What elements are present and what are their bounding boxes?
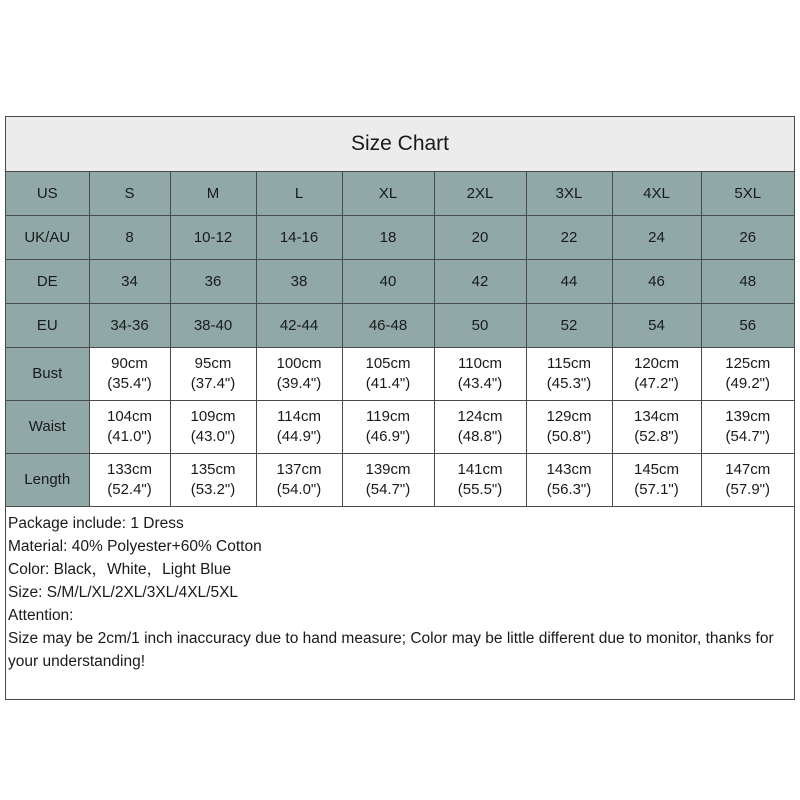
cm-value: 119cm [366,408,410,425]
table-row [6,260,794,304]
table-cell [89,454,170,507]
table-cell [256,454,342,507]
column-header: 4XL [612,172,701,216]
table-cell [526,348,612,401]
inch-value: (55.5") [457,481,503,498]
table-cell [612,401,701,454]
table-cell [612,348,701,401]
table-cell: 46-48 [342,304,434,348]
inch-value: (41.0") [107,428,152,445]
material-note: Material: 40% Polyester+60% Cotton [8,538,262,555]
row-label: Length [6,454,89,507]
table-cell: 46 [612,260,701,304]
table-cell: 18 [342,216,434,260]
table-cell [701,348,794,401]
table-cell: 8 [89,216,170,260]
table-cell [434,348,526,401]
inch-value: (43.4") [457,375,503,392]
table-row [6,216,794,260]
table-cell: 10-12 [170,216,256,260]
column-header: US [6,172,89,216]
cm-value: 125cm [725,355,771,372]
cm-value: 95cm [194,355,232,372]
cm-value: 145cm [633,461,680,478]
cm-value: 124cm [457,408,503,425]
disclaimer-note: Size may be 2cm/1 inch inaccuracy due to hand measure; Color may be little different due to monitor, thanks for your understanding! [8,630,774,670]
inch-value: (52.8") [634,428,679,445]
table-cell [434,454,526,507]
table-cell [342,348,434,401]
cm-value: 100cm [276,355,322,372]
column-header: M [170,172,256,216]
cm-value: 135cm [190,461,236,478]
table-cell [170,401,256,454]
cm-value: 139cm [725,408,771,425]
size-table [6,172,794,507]
inch-value: (54.0") [276,481,322,498]
table-row [6,454,794,507]
table-cell [526,401,612,454]
cm-value: 133cm [106,461,153,478]
row-label: EU [6,304,89,348]
table-cell: 38-40 [170,304,256,348]
table-cell [170,348,256,401]
cm-value: 143cm [546,461,592,478]
cm-value: 114cm [277,408,321,425]
table-cell: 40 [342,260,434,304]
package-note: Package include: 1 Dress [8,515,184,532]
table-cell [342,401,434,454]
inch-value: (54.7") [365,481,411,498]
table-cell: 38 [256,260,342,304]
table-row [6,348,794,401]
column-header: 5XL [701,172,794,216]
table-cell: 24 [612,216,701,260]
inch-value: (54.7") [725,428,770,445]
inch-value: (57.1") [634,481,679,498]
table-cell: 42-44 [256,304,342,348]
row-label: Bust [6,348,89,401]
table-cell [701,454,794,507]
table-cell: 44 [526,260,612,304]
cm-value: 137cm [276,461,322,478]
table-cell [526,454,612,507]
inch-value: (53.2") [190,481,236,498]
inch-value: (43.0") [190,428,236,445]
table-header-row [6,172,794,216]
size-table-body [6,172,794,507]
chart-title: Size Chart [6,117,794,172]
inch-value: (35.4") [107,375,152,392]
table-cell: 22 [526,216,612,260]
table-row [6,401,794,454]
color-note: Color: Black，White，Light Blue [8,561,232,578]
column-header: L [256,172,342,216]
table-cell [256,348,342,401]
column-header: 3XL [526,172,612,216]
inch-value: (50.8") [546,428,592,445]
row-label: Waist [6,401,89,454]
inch-value: (46.9") [365,428,411,445]
inch-value: (48.8") [457,428,503,445]
cm-value: 109cm [190,408,236,425]
cm-value: 90cm [111,355,148,372]
table-cell: 36 [170,260,256,304]
cm-value: 129cm [546,408,592,425]
product-notes [6,507,794,673]
cm-value: 139cm [365,461,411,478]
column-header: XL [342,172,434,216]
column-header: 2XL [434,172,526,216]
cm-value: 105cm [365,355,411,372]
inch-value: (52.4") [107,481,152,498]
table-cell: 54 [612,304,701,348]
inch-value: (41.4") [365,375,411,392]
table-cell [256,401,342,454]
cm-value: 147cm [725,461,771,478]
cm-value: 104cm [106,408,153,425]
cm-value: 110cm [458,355,502,372]
table-cell [89,401,170,454]
table-cell: 26 [701,216,794,260]
table-cell: 34-36 [89,304,170,348]
inch-value: (37.4") [190,375,236,392]
table-cell: 48 [701,260,794,304]
cm-value: 141cm [457,461,503,478]
table-cell [170,454,256,507]
table-row [6,304,794,348]
table-cell [89,348,170,401]
table-cell: 14-16 [256,216,342,260]
table-cell [434,401,526,454]
cm-value: 120cm [633,355,680,372]
row-label: DE [6,260,89,304]
table-cell: 56 [701,304,794,348]
inch-value: (57.9") [725,481,770,498]
column-header: S [89,172,170,216]
table-cell: 42 [434,260,526,304]
table-cell: 34 [89,260,170,304]
row-label: UK/AU [6,216,89,260]
table-cell [612,454,701,507]
inch-value: (47.2") [634,375,679,392]
table-cell [342,454,434,507]
cm-value: 134cm [633,408,680,425]
inch-value: (56.3") [546,481,592,498]
table-cell: 50 [434,304,526,348]
size-note: Size: S/M/L/XL/2XL/3XL/4XL/5XL [8,584,239,601]
inch-value: (39.4") [276,375,322,392]
table-cell: 52 [526,304,612,348]
inch-value: (45.3") [546,375,592,392]
table-cell [701,401,794,454]
table-cell: 20 [434,216,526,260]
size-chart [5,116,795,700]
cm-value: 115cm [547,355,591,372]
inch-value: (44.9") [276,428,322,445]
inch-value: (49.2") [725,375,770,392]
attention-note: Attention: [8,607,74,624]
